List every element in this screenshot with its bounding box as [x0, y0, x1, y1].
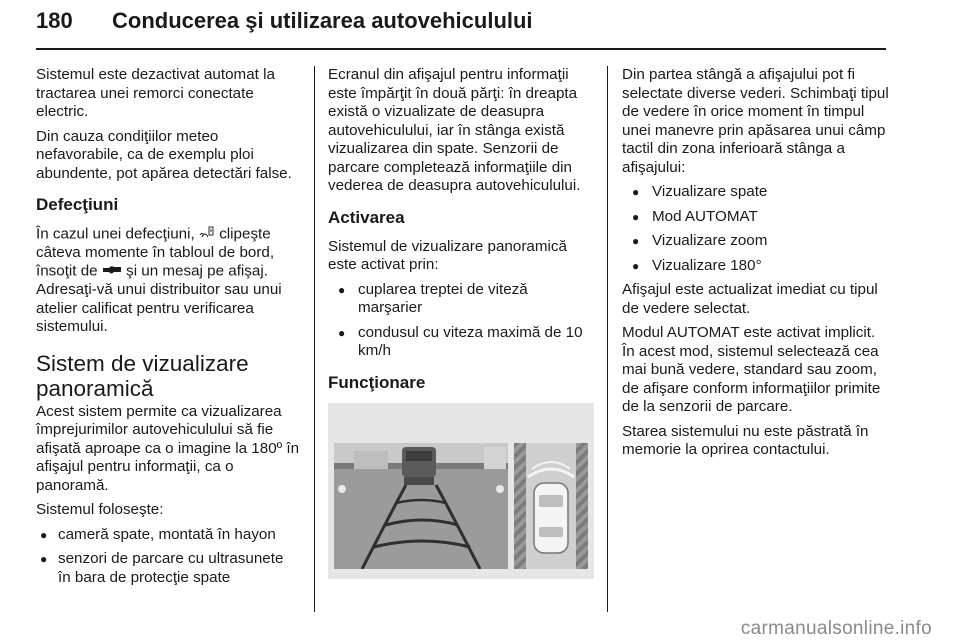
heading-sistem-panoramic: Sistem de vizualizare panoramică	[36, 350, 249, 401]
paragraph-tow-deactivation: Sistemul este dezactivat automat la tractarea unei remorci conectate electric.	[36, 66, 275, 120]
list-item: ● Vizualizare 180°	[622, 257, 890, 276]
fault-text-c: şi un mesaj pe afişaj. Adresaţi-vă unui distribuitor sau unui atelier calificat pentru verificarea sistemului.	[36, 262, 282, 336]
rear-camera-view-image	[334, 443, 508, 569]
column-divider	[607, 66, 608, 612]
paragraph-auto-mode: Modul AUTOMAT este activat implicit. În acest mod, sistemul selectează cea mai bună vedere, standard sau zoom, de afişare conform informaţiilor primite de la senzorii de parcare.	[622, 324, 881, 415]
watermark[interactable]: carmanualsonline.info	[740, 618, 932, 639]
panoramic-display-illustration	[328, 403, 594, 579]
list-item: ● cameră spate, montată în hayon	[36, 526, 300, 545]
header-rule	[36, 48, 886, 50]
list-item: ● Vizualizare spate	[622, 183, 890, 202]
page-header	[36, 2, 886, 48]
parking-sensor-warning-icon	[199, 225, 215, 244]
heading-defectiuni: Defecţiuni	[36, 195, 119, 214]
paragraph-state-memory: Starea sistemului nu este păstrată în memorie la oprirea contactului.	[622, 422, 869, 458]
heading-functionare: Funcţionare	[328, 372, 426, 392]
fault-text-a: În cazul unei defecţiuni,	[36, 225, 195, 243]
column-2	[328, 66, 594, 579]
paragraph-display-update: Afişajul este actualizat imediat cu tipul de vedere selectat.	[622, 281, 878, 317]
heading-activarea: Activarea	[328, 207, 405, 227]
column-1	[36, 66, 300, 593]
list-item: ● Vizualizare zoom	[622, 232, 890, 251]
list-item: ● cuplarea treptei de viteză marşarier	[328, 281, 594, 318]
chapter-title: Conducerea şi utilizarea autovehiculului	[112, 8, 533, 33]
wrench-icon	[102, 262, 122, 281]
system-components-list	[36, 526, 300, 588]
paragraph-activation: Sistemul de vizualizare panoramică este activat prin:	[328, 237, 567, 273]
list-item: ● condusul cu viteza maximă de 10 km/h	[328, 324, 594, 361]
paragraph-fault	[36, 225, 300, 337]
top-down-view-image	[514, 443, 588, 569]
view-types-list	[622, 183, 890, 275]
paragraph-system-intro: Acest sistem permite ca vizualizarea împrejurimilor autovehiculului să fie afişată aproape ca o imagine la 180º în afişajul pentru informaţii, ca o panoramă.	[36, 402, 300, 494]
page-number: 180	[36, 8, 73, 33]
list-item: ● Mod AUTOMAT	[622, 208, 890, 227]
column-3	[622, 66, 890, 466]
activation-list	[328, 281, 594, 361]
paragraph-weather: Din cauza condiţiilor meteo nefavorabile, ca de exemplu ploi abundente, pot apărea detectări false.	[36, 127, 292, 182]
paragraph-display-split: Ecranul din afişajul pentru informaţii este împărţit în două părţi: în dreapta există o vizualizate de deasupra autovehiculului, iar în stânga există vizualizarea din spate. Senzorii de parcare completează informaţiile din vederea de deasupra autovehiculului.	[328, 66, 581, 194]
fault-text-b: clipeşte câteva momente în tabloul de bord, însoţit de	[36, 225, 275, 280]
paragraph-view-selection: Din partea stângă a afişajului pot fi selectate diverse vederi. Schimbaţi tipul de vedere în orice moment în timpul unei manevre prin apăsarea unui câmp tactil din zona inferioară stânga a afişajului:	[622, 66, 889, 176]
list-item: ● senzori de parcare cu ultrasunete în bara de protecţie spate	[36, 550, 300, 587]
column-divider	[314, 66, 315, 612]
paragraph-system-uses: Sistemul foloseşte:	[36, 501, 164, 519]
